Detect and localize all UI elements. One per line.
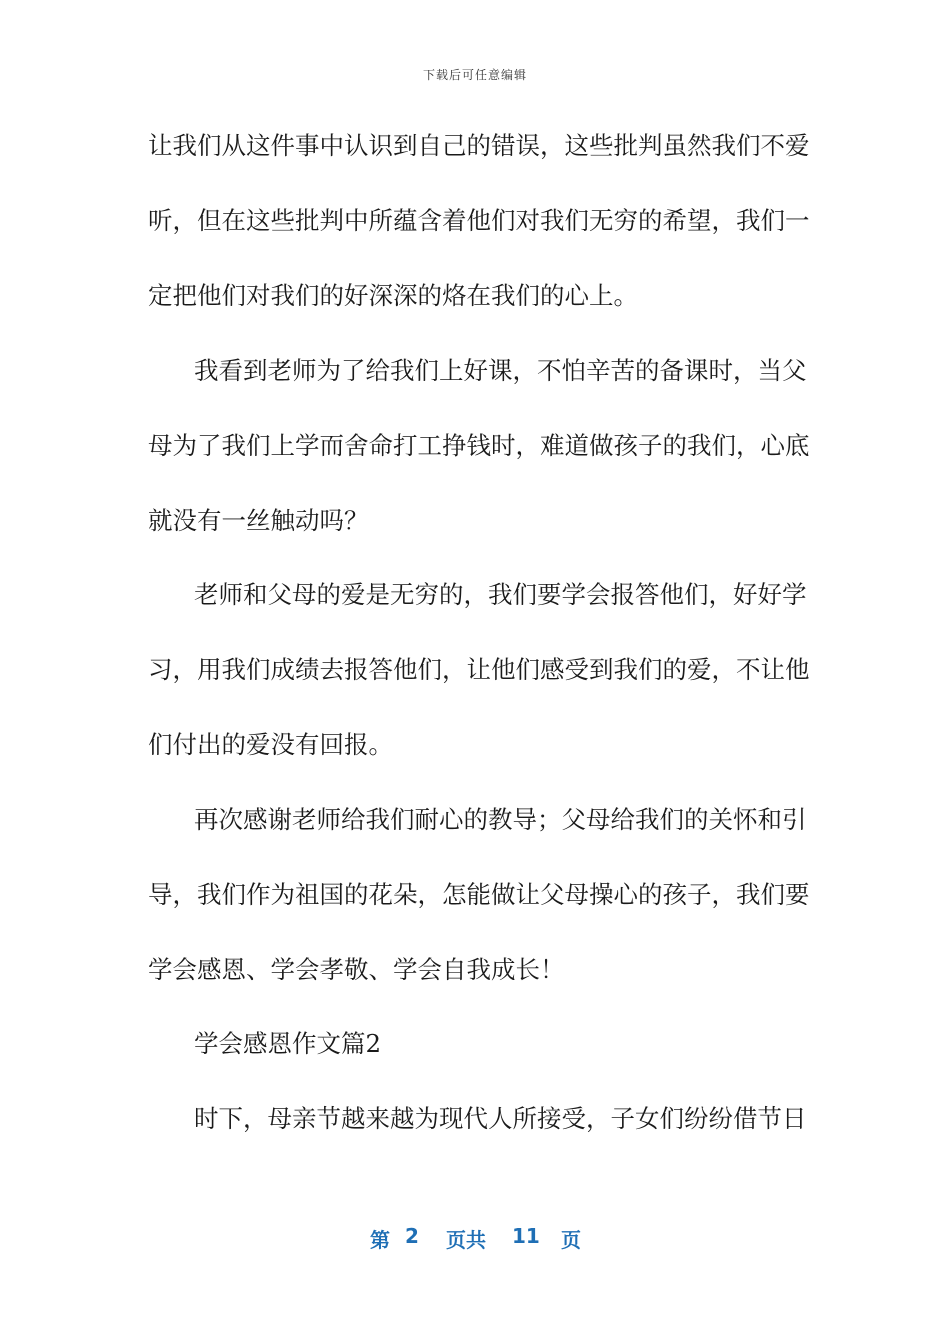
footer-total-pages: 11 (512, 1224, 540, 1248)
footer-suffix: 页 (561, 1228, 581, 1252)
footer-middle: 页共 (446, 1228, 486, 1252)
footer-prefix: 第 (370, 1228, 390, 1252)
text-line: 就没有一丝触动吗？ (148, 506, 369, 535)
text-line: 再次感谢老师给我们耐心的教导；父母给我们的关怀和引 (194, 805, 807, 834)
text-line: 老师和父母的爱是无穷的，我们要学会报答他们，好好学 (194, 580, 807, 609)
text-line: 让我们从这件事中认识到自己的错误，这些批判虽然我们不爱 (148, 131, 810, 160)
header-note: 下载后可任意编辑 (422, 68, 527, 82)
text-line: 我看到老师为了给我们上好课，不怕辛苦的备课时，当父 (194, 356, 807, 385)
text-line: 学会感恩、学会孝敬、学会自我成长！ (148, 955, 565, 984)
text-line: 听，但在这些批判中所蕴含着他们对我们无穷的希望，我们一 (148, 206, 810, 235)
text-line: 导，我们作为祖国的花朵，怎能做让父母操心的孩子，我们要 (148, 880, 810, 909)
text-line: 习，用我们成绩去报答他们，让他们感受到我们的爱，不让他 (148, 655, 810, 684)
text-line: 时下，母亲节越来越为现代人所接受，子女们纷纷借节日 (194, 1104, 807, 1133)
text-line: 们付出的爱没有回报。 (148, 730, 393, 759)
footer-page-number: 2 (405, 1224, 419, 1248)
text-line: 母为了我们上学而舍命打工挣钱时，难道做孩子的我们，心底 (148, 431, 810, 460)
section-heading: 学会感恩作文篇2 (194, 1029, 382, 1058)
text-line: 定把他们对我们的好深深的烙在我们的心上。 (148, 281, 638, 310)
